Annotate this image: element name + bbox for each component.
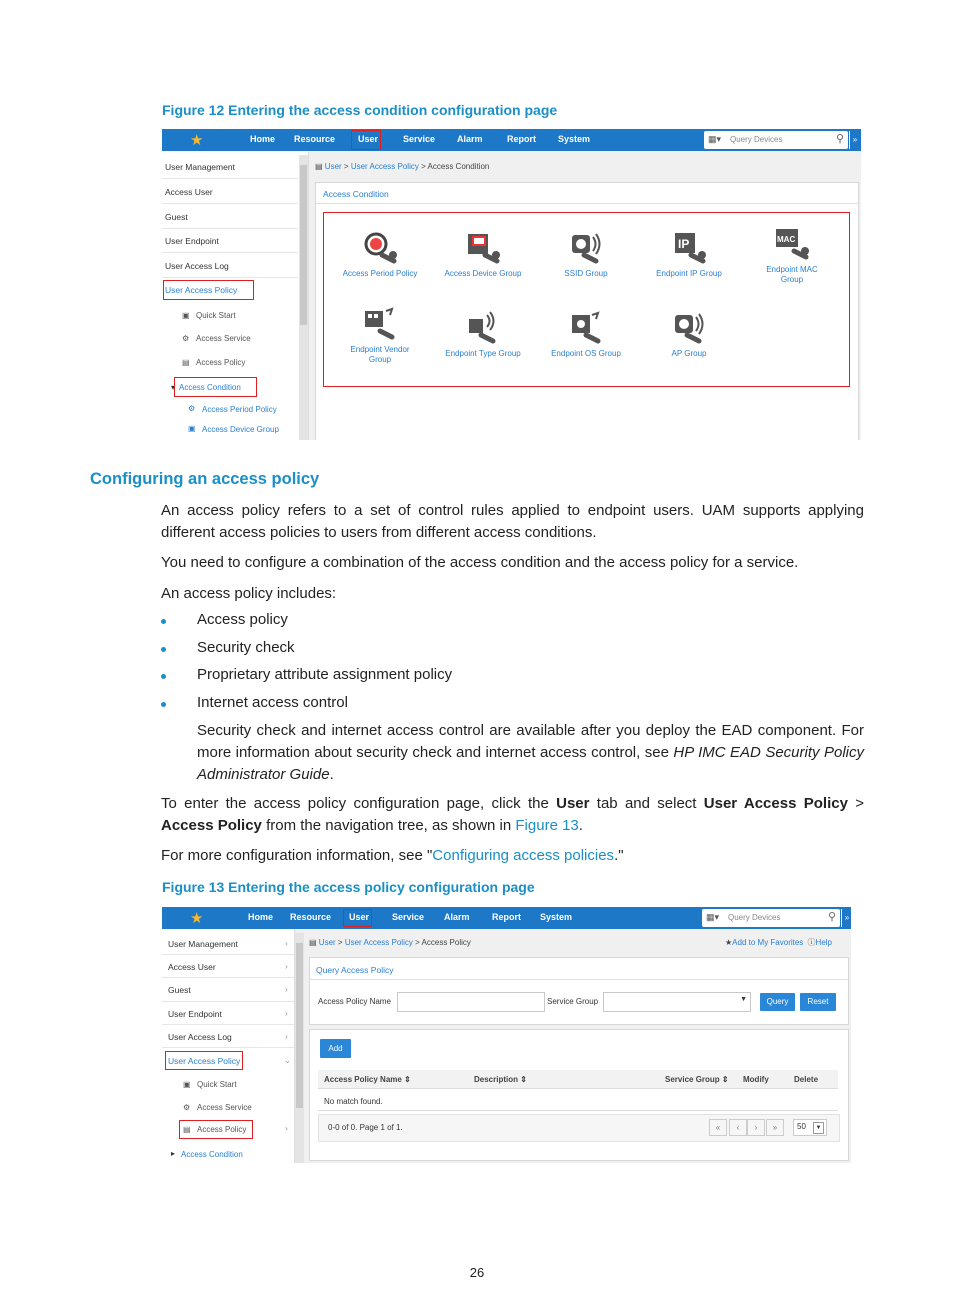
breadcrumb-current: Access Policy	[421, 938, 471, 947]
tree-item-quick-start[interactable]: Quick Start	[197, 1080, 237, 1089]
tile-ap-group[interactable]	[639, 311, 739, 359]
tree-item-access-condition[interactable]: Access Condition	[181, 1150, 243, 1159]
tile-access-device-group[interactable]	[433, 231, 533, 279]
sidebar-item-user-access-log[interactable]: User Access Log	[165, 261, 229, 271]
paragraph-1: An access policy refers to a set of control rules applied to endpoint users. UAM supports applying different access policies to users from different access conditions.	[161, 502, 864, 541]
tree-item-access-policy[interactable]: Access Policy	[196, 358, 246, 367]
nav-resource[interactable]: Resource	[294, 134, 336, 144]
column-header-description[interactable]: Description ⇕	[474, 1075, 527, 1084]
device-group-wrench-icon	[465, 231, 501, 265]
tree-expand-icon[interactable]: ▾	[171, 383, 176, 392]
breadcrumb: ▤ User > User Access Policy > Access Condition	[315, 162, 490, 171]
access-period-policy-icon: ⚙	[188, 404, 196, 413]
ap-wrench-icon	[671, 311, 707, 345]
query-devices-input[interactable]: Query Devices	[728, 913, 781, 922]
sort-icon: ⇕	[404, 1075, 411, 1084]
sidebar-item-user-access-log[interactable]: User Access Log	[168, 1032, 232, 1042]
ssid-wrench-icon	[568, 231, 604, 265]
first-page-icon[interactable]: «	[709, 1119, 727, 1136]
query-panel	[309, 957, 849, 1025]
sort-icon: ⇕	[520, 1075, 527, 1084]
panel-title: Access Condition	[323, 189, 389, 199]
nav-service[interactable]: Service	[392, 912, 425, 922]
reset-button[interactable]: Reset	[800, 993, 836, 1011]
chevron-down-icon[interactable]: »	[841, 909, 851, 927]
tile-endpoint-os-group[interactable]	[536, 311, 636, 359]
tile-label: Endpoint Type Group	[445, 349, 521, 358]
access-policy-icon: ▤	[182, 358, 190, 367]
tile-label: Access Device Group	[444, 269, 522, 278]
top-nav-bar	[162, 907, 851, 929]
clock-wrench-icon	[362, 231, 398, 265]
tree-item-access-service[interactable]: Access Service	[196, 334, 251, 343]
empty-message: No match found.	[324, 1097, 383, 1106]
sidebar-item-user-management[interactable]: User Management	[165, 162, 235, 172]
column-header-modify: Modify	[743, 1075, 769, 1084]
vendor-wrench-icon	[362, 307, 398, 341]
quick-start-icon: ▣	[182, 311, 190, 320]
dropdown-arrow-icon: ▼	[740, 996, 747, 1003]
sidebar-item-user-endpoint[interactable]: User Endpoint	[168, 1009, 222, 1019]
paragraph-4: To enter the access policy configuration page, click the User tab and select User Access Policy > Access Policy from the navigation tree, as shown in Figure 13.	[161, 795, 865, 834]
tile-label: Endpoint OS Group	[551, 349, 621, 358]
sidebar-item-user-endpoint[interactable]: User Endpoint	[165, 236, 219, 246]
nav-service[interactable]: Service	[403, 134, 436, 144]
sidebar-item-guest[interactable]: Guest	[165, 212, 188, 222]
nav-user[interactable]: User	[349, 912, 370, 922]
svg-text:IP: IP	[678, 237, 690, 251]
configuring-access-policies-link[interactable]: Configuring access policies	[432, 847, 615, 864]
next-page-icon[interactable]: ›	[747, 1119, 765, 1136]
tile-label: Endpoint Vendor Group	[350, 345, 410, 364]
ip-wrench-icon	[671, 231, 707, 265]
figure-13-link[interactable]: Figure 13	[515, 817, 579, 834]
top-nav-bar	[162, 129, 861, 151]
tile-endpoint-vendor-group[interactable]	[330, 307, 430, 365]
query-devices-box[interactable]	[704, 131, 848, 149]
breadcrumb-user-access-policy[interactable]: User Access Policy	[344, 938, 413, 947]
tree-item-access-device-group[interactable]: Access Device Group	[202, 425, 279, 434]
chevron-right-icon: ›	[285, 984, 288, 994]
tree-item-access-period-policy[interactable]: Access Period Policy	[202, 405, 277, 414]
highlight-user-tab	[351, 130, 381, 150]
nav-system[interactable]: System	[540, 912, 573, 922]
tile-label: AP Group	[671, 349, 707, 358]
tile-label: Access Period Policy	[342, 269, 418, 278]
service-group-select[interactable]	[603, 992, 751, 1012]
paragraph-3: An access policy includes:	[161, 585, 337, 602]
figure-13-screenshot	[162, 907, 851, 1163]
chevron-down-icon[interactable]: »	[849, 131, 860, 149]
query-panel-title: Query Access Policy	[316, 965, 394, 975]
highlight-user-access-policy	[163, 280, 254, 300]
page-number: 26	[469, 1265, 485, 1280]
figure-12-screenshot	[162, 129, 861, 440]
tile-endpoint-mac-group[interactable]	[742, 227, 842, 285]
tile-label: Endpoint MAC Group	[766, 265, 818, 284]
dropdown-arrow-icon: ▼	[813, 1122, 824, 1134]
column-header-delete: Delete	[794, 1075, 819, 1084]
star-plus-icon: ★	[725, 938, 733, 947]
chevron-right-icon: ›	[285, 1008, 288, 1018]
highlight-access-policy	[179, 1120, 253, 1139]
column-header-name[interactable]: Access Policy Name ⇕	[324, 1075, 411, 1084]
nav-home[interactable]: Home	[248, 912, 274, 922]
access-service-icon: ⚙	[183, 1103, 191, 1112]
query-button[interactable]: Query	[760, 993, 795, 1011]
paragraph-2: You need to configure a combination of the access condition and the access policy for a service.	[161, 554, 799, 571]
chevron-right-icon: ›	[285, 1123, 288, 1133]
sidebar-item-access-user[interactable]: Access User	[165, 187, 213, 197]
breadcrumb-user[interactable]: User	[324, 162, 342, 171]
tile-access-period-policy[interactable]	[330, 231, 430, 279]
sidebar	[162, 929, 295, 1163]
access-policy-name-label: Access Policy Name	[318, 997, 391, 1006]
device-type-icon[interactable]: ▦▾	[708, 134, 722, 144]
tree-collapse-icon[interactable]: ▸	[171, 1149, 176, 1158]
breadcrumb-user[interactable]: User	[318, 938, 336, 947]
mac-wrench-icon	[774, 227, 810, 261]
bullet-note: Security check and internet access control are available after you deploy the EAD component. For more information about security check and internet access control, see HP IMC EAD Security Policy Administrator Guide.	[197, 722, 864, 783]
sidebar-scrollbar[interactable]	[299, 155, 308, 440]
breadcrumb: ▤ User > User Access Policy > Access Policy	[309, 938, 471, 947]
tile-ssid-group[interactable]	[536, 231, 636, 279]
help-link[interactable]: Help	[815, 938, 832, 947]
breadcrumb-user-access-policy[interactable]: User Access Policy	[350, 162, 419, 171]
highlight-user-access-policy	[165, 1051, 243, 1070]
chevron-right-icon: ›	[285, 1031, 288, 1041]
help-icon[interactable]: ⓘ	[807, 938, 816, 947]
tile-endpoint-ip-group[interactable]	[639, 231, 739, 279]
highlight-access-condition	[174, 377, 257, 397]
search-icon[interactable]: ⚲	[835, 133, 844, 145]
favorites-star-icon[interactable]: ★	[190, 132, 204, 149]
nav-system[interactable]: System	[558, 134, 591, 144]
query-devices-input[interactable]: Query Devices	[730, 135, 783, 144]
os-wrench-icon	[568, 311, 604, 345]
sidebar-scrollbar[interactable]	[295, 933, 304, 1163]
chevron-down-icon: ⌄	[284, 1055, 292, 1065]
tree-item-access-policy[interactable]: Access Policy	[197, 1125, 247, 1134]
chevron-right-icon: ›	[285, 961, 288, 971]
tree-item-access-service[interactable]: Access Service	[197, 1103, 252, 1112]
column-header-service-group[interactable]: Service Group ⇕	[665, 1075, 729, 1084]
search-icon[interactable]: ⚲	[827, 911, 836, 923]
nav-alarm[interactable]: Alarm	[444, 912, 470, 922]
tree-item-quick-start[interactable]: Quick Start	[196, 311, 236, 320]
tile-label: SSID Group	[564, 269, 608, 278]
chevron-right-icon: ›	[285, 938, 288, 948]
nav-user[interactable]: User	[358, 134, 379, 144]
results-panel	[309, 1029, 849, 1161]
nav-report[interactable]: Report	[492, 912, 521, 922]
sidebar-item-access-user[interactable]: Access User	[168, 962, 216, 972]
paragraph-5: For more configuration information, see "Configuring access policies."	[161, 847, 624, 864]
tile-label: Endpoint IP Group	[656, 269, 722, 278]
last-page-icon[interactable]: »	[766, 1119, 784, 1136]
svg-text:MAC: MAC	[777, 235, 796, 244]
query-devices-box[interactable]	[702, 909, 840, 927]
sidebar-item-user-access-policy[interactable]: User Access Policy	[168, 1056, 241, 1066]
access-service-icon: ⚙	[182, 334, 190, 343]
breadcrumb-icon: ▤	[309, 938, 317, 947]
tree-item-access-condition[interactable]: Access Condition	[179, 383, 241, 392]
nav-home[interactable]: Home	[250, 134, 276, 144]
sidebar-item-guest[interactable]: Guest	[168, 985, 191, 995]
figure-12-title: Figure 12 Entering the access condition configuration page	[162, 102, 558, 118]
device-type-icon[interactable]: ▦▾	[706, 912, 720, 922]
breadcrumb-current: Access Condition	[427, 162, 490, 171]
access-policy-icon: ▤	[183, 1125, 191, 1134]
nav-alarm[interactable]: Alarm	[457, 134, 483, 144]
add-button[interactable]: Add	[320, 1039, 351, 1058]
sidebar	[162, 151, 309, 440]
page-size-select[interactable]: 50 ▼	[793, 1119, 827, 1136]
nav-report[interactable]: Report	[507, 134, 536, 144]
breadcrumb-icon: ▤	[315, 162, 323, 171]
figure-13-title: Figure 13 Entering the access policy configuration page	[162, 879, 535, 895]
access-policy-name-input[interactable]	[397, 992, 545, 1012]
tile-endpoint-type-group[interactable]	[433, 311, 533, 359]
sort-icon: ⇕	[721, 1075, 729, 1084]
nav-resource[interactable]: Resource	[290, 912, 332, 922]
highlight-user-tab	[343, 909, 372, 927]
prev-page-icon[interactable]: ‹	[729, 1119, 747, 1136]
quick-start-icon: ▣	[183, 1080, 191, 1089]
section-heading: Configuring an access policy	[90, 470, 320, 488]
access-device-group-icon: ▣	[188, 424, 196, 433]
favorites-link[interactable]: ★Add to My Favorites ⓘHelp	[725, 938, 832, 947]
service-group-label: Service Group	[547, 997, 599, 1006]
sidebar-item-user-access-policy[interactable]: User Access Policy	[165, 285, 238, 295]
sidebar-item-user-management[interactable]: User Management	[168, 939, 238, 949]
favorites-star-icon[interactable]: ★	[190, 910, 204, 927]
pager-text: 0-0 of 0. Page 1 of 1.	[328, 1123, 403, 1132]
type-wrench-icon	[465, 311, 501, 345]
